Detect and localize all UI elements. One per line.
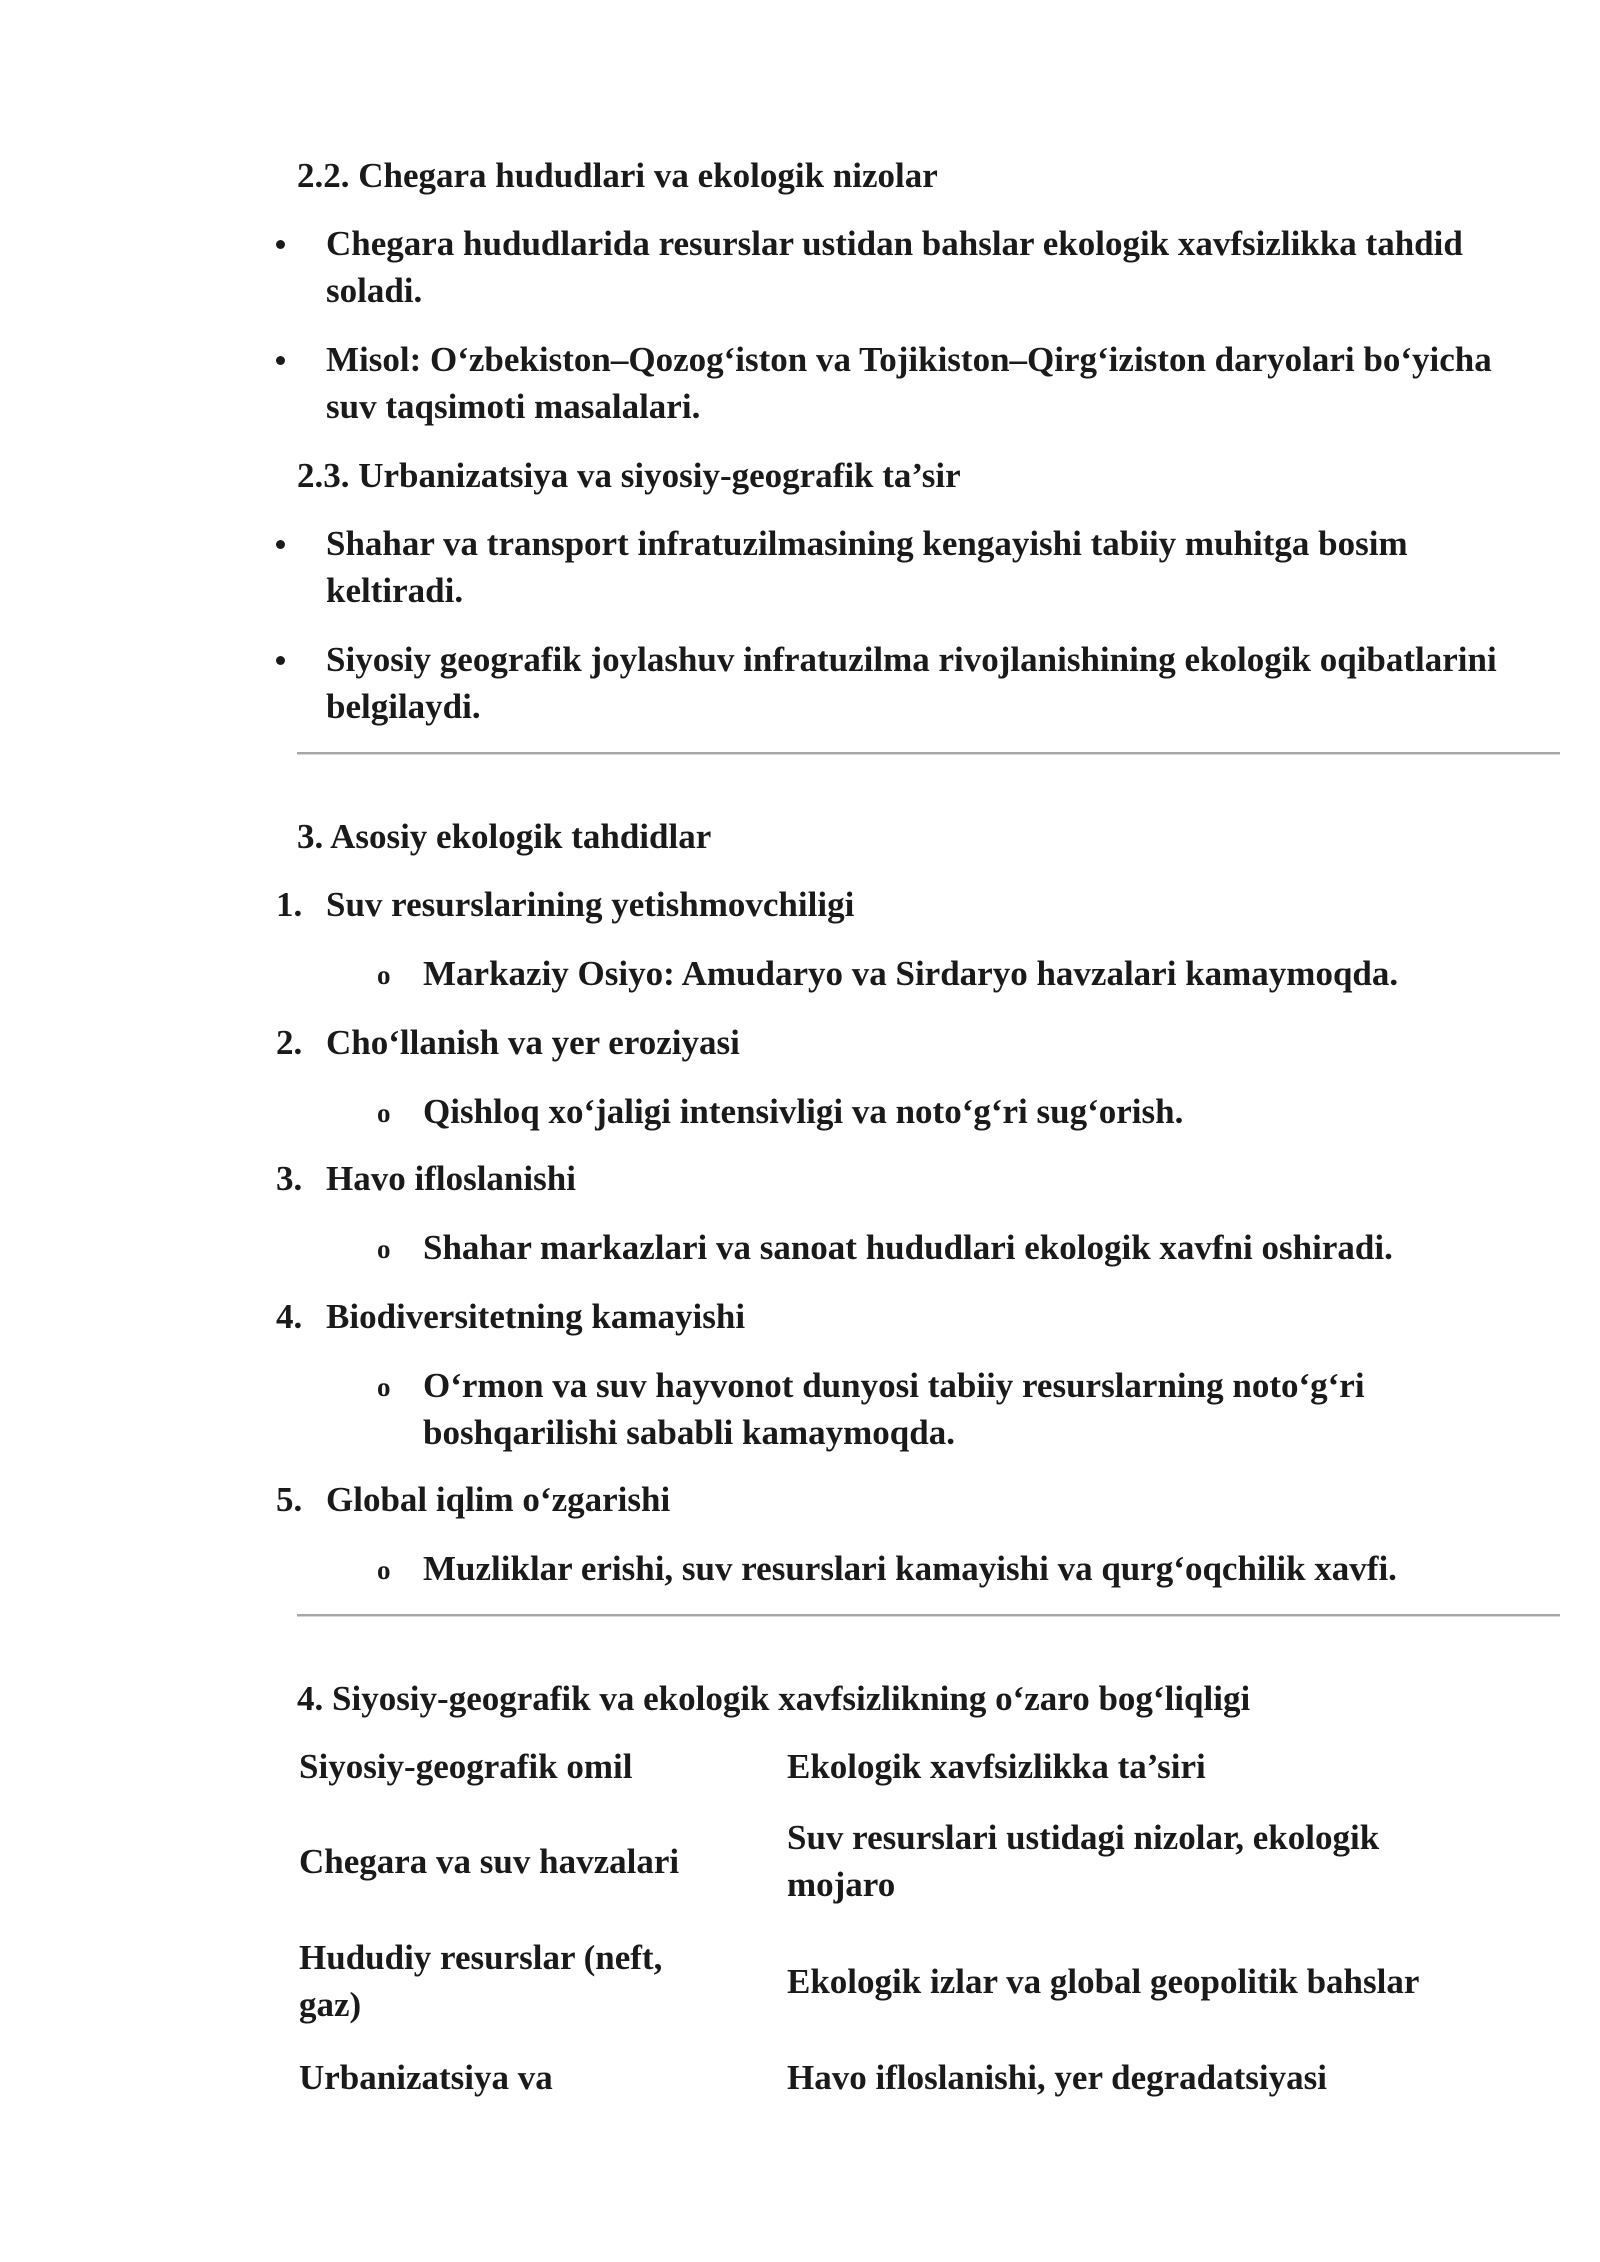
section-heading-2-2: 2.2. Chegara hududlari va ekologik nizolar <box>297 156 938 195</box>
bullet-item: Siyosiy geografik joylashuv infratuzilma rivojlanishining ekologik oqibatlarini belgilaydi. <box>326 640 1497 726</box>
bullet-icon <box>276 356 285 365</box>
list-item-detail: Qishloq xo‘jaligi intensivligi va noto‘g‘ri sug‘orish. <box>423 1092 1184 1131</box>
list-item-detail: Shahar markazlari va sanoat hududlari ekologik xavfni oshiradi. <box>423 1228 1393 1267</box>
section-heading-2-3: 2.3. Urbanizatsiya va siyosiy-geografik ta’sir <box>297 456 961 495</box>
table-cell-impact: Havo ifloslanishi, yer degradatsiyasi <box>787 2058 1327 2097</box>
sub-bullet-icon: o <box>377 1234 391 1264</box>
table-header-factor: Siyosiy-geografik omil <box>299 1747 633 1786</box>
section-heading-4: 4. Siyosiy-geografik va ekologik xavfsizlikning o‘zaro bog‘liqligi <box>297 1679 1251 1718</box>
bullet-item: Chegara hududlarida resurslar ustidan bahslar ekologik xavfsizlikka tahdid soladi. <box>326 224 1463 310</box>
list-item-title: Global iqlim o‘zgarishi <box>326 1480 671 1519</box>
table-cell-impact: Ekologik izlar va global geopolitik bahslar <box>787 1961 1420 2001</box>
list-item-title: Biodiversitetning kamayishi <box>326 1297 746 1336</box>
list-number: 5. <box>276 1480 303 1519</box>
list-number: 4. <box>276 1297 303 1336</box>
list-number: 3. <box>276 1159 303 1198</box>
horizontal-rule <box>297 1614 1560 1617</box>
table-cell-factor: Urbanizatsiya va <box>299 2058 553 2097</box>
section-heading-3: 3. Asosiy ekologik tahdidlar <box>297 817 712 856</box>
sub-bullet-icon: o <box>377 1098 391 1128</box>
list-number: 2. <box>276 1023 303 1062</box>
bullet-item: Misol: O‘zbekiston–Qozog‘iston va Tojikiston–Qirg‘iziston daryolari bo‘yicha suv taqsimoti masalalari. <box>326 340 1492 426</box>
list-item-detail: Muzliklar erishi, suv resurslari kamayishi va qurg‘oqchilik xavfi. <box>423 1549 1397 1588</box>
bullet-icon <box>276 240 285 249</box>
list-item-detail: O‘rmon va suv hayvonot dunyosi tabiiy resurslarning noto‘g‘ri boshqarilishi sababli kamaymoqda. <box>423 1366 1365 1452</box>
sub-bullet-icon: o <box>377 960 391 990</box>
table-cell-factor: Hududiy resurslar (neft, gaz) <box>299 1938 663 2024</box>
list-item-title: Suv resurslarining yetishmovchiligi <box>326 885 855 924</box>
bullet-item: Shahar va transport infratuzilmasining kengayishi tabiiy muhitga bosim keltiradi. <box>326 524 1408 610</box>
list-number: 1. <box>276 885 303 924</box>
table-header-impact: Ekologik xavfsizlikka ta’siri <box>787 1747 1206 1786</box>
list-item-title: Cho‘llanish va yer eroziyasi <box>326 1023 740 1062</box>
sub-bullet-icon: o <box>377 1555 391 1585</box>
horizontal-rule <box>297 752 1560 755</box>
bullet-icon <box>276 656 285 665</box>
table-cell-impact: Suv resurslari ustidagi nizolar, ekologik mojaro <box>787 1818 1380 1904</box>
table-cell-factor: Chegara va suv havzalari <box>299 1841 680 1881</box>
list-item-detail: Markaziy Osiyo: Amudaryo va Sirdaryo havzalari kamaymoqda. <box>423 954 1399 993</box>
bullet-icon <box>276 540 285 549</box>
list-item-title: Havo ifloslanishi <box>326 1159 576 1198</box>
sub-bullet-icon: o <box>377 1372 391 1402</box>
